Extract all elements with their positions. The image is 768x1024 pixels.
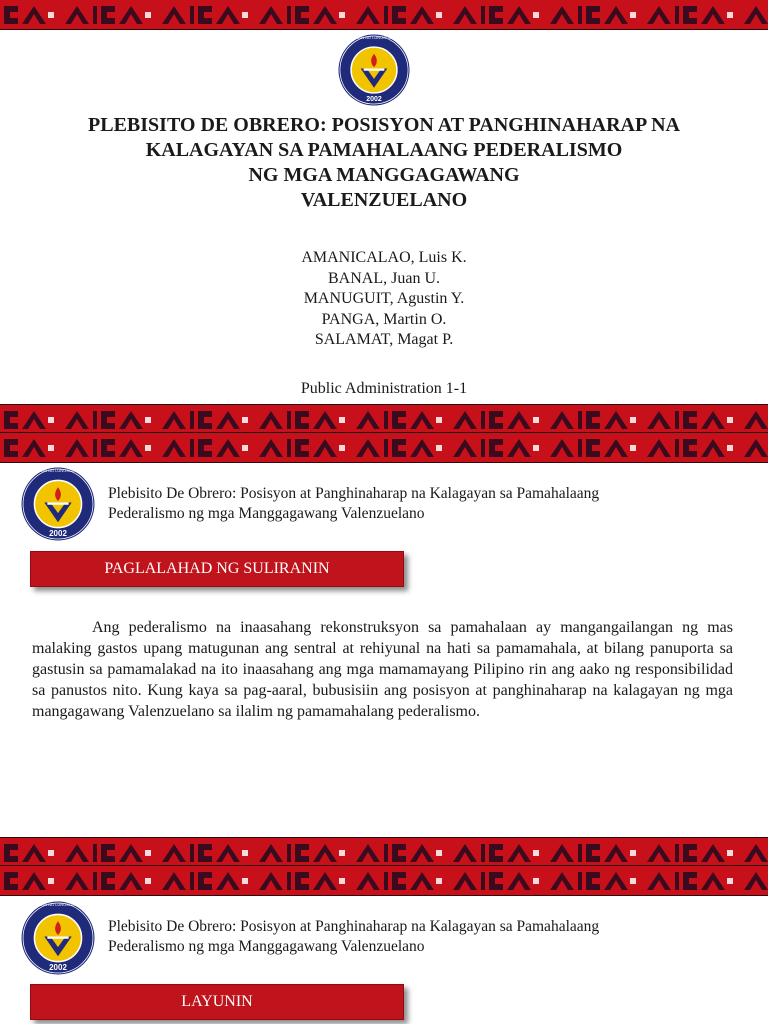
author-list xyxy=(0,248,768,351)
seal-ring-text: PAMANTASAN NG LUNGSOD NG VALENZUELA xyxy=(20,902,109,907)
subtitle-line: Pederalismo ng mga Manggagawang Valenzuelano xyxy=(108,505,425,522)
subtitle-line: Plebisito De Obrero: Posisyon at Panghinaharap na Kalagayan sa Pamahalaang xyxy=(108,485,600,502)
author-name: MANUGUIT, Agustin Y. xyxy=(303,290,465,307)
seal-ring-text: PAMANTASAN NG LUNGSOD NG VALENZUELA xyxy=(337,35,426,40)
band-pattern-graphic xyxy=(0,433,768,462)
tribal-pattern-band xyxy=(0,404,768,435)
tribal-pattern-band xyxy=(0,837,768,868)
subtitle-line: Plebisito De Obrero: Posisyon at Panghinaharap na Kalagayan sa Pamahalaang xyxy=(108,918,600,935)
tribal-pattern-band xyxy=(0,0,768,30)
title-line: NG MGA MANGGAGAWANG xyxy=(248,164,520,186)
course-label: Public Administration 1-1 xyxy=(300,380,468,397)
page-title xyxy=(30,113,738,213)
section-heading-paglalahad: PAGLALAHAD NG SULIRANIN xyxy=(30,551,404,587)
subtitle-line: Pederalismo ng mga Manggagawang Valenzuelano xyxy=(108,938,425,955)
author-name: BANAL, Juan U. xyxy=(328,269,440,287)
title-line: VALENZUELANO xyxy=(300,189,468,211)
band-pattern-graphic xyxy=(0,405,768,434)
slide-subtitle xyxy=(108,917,748,957)
section-heading-layunin: LAYUNIN xyxy=(30,984,404,1020)
university-seal xyxy=(20,900,109,976)
seal-ring-text: PAMANTASAN NG LUNGSOD NG VALENZUELA xyxy=(20,468,109,473)
band-pattern-graphic xyxy=(0,0,768,29)
title-line: PLEBISITO DE OBRERO: POSISYON AT PANGHINAHARAP NA xyxy=(88,114,680,136)
band-pattern-graphic xyxy=(0,866,768,895)
seal-year: 2002 xyxy=(366,96,382,103)
university-seal xyxy=(337,33,426,107)
author-name: SALAMAT, Magat P. xyxy=(314,331,454,348)
tribal-pattern-band xyxy=(0,432,768,463)
author-name: PANGA, Martin O. xyxy=(321,310,447,328)
author-name: AMANICALAO, Luis K. xyxy=(301,249,467,266)
slide-subtitle xyxy=(108,484,748,524)
title-line: KALAGAYAN SA PAMAHALAANG PEDERALISMO xyxy=(145,139,623,161)
seal-year: 2002 xyxy=(49,963,67,972)
band-pattern-graphic xyxy=(0,838,768,867)
university-seal xyxy=(20,466,109,542)
problem-statement-paragraph: Ang pederalismo na inaasahang rekonstruksyon sa pamahalaan ay mangangailangan ng mas malaking gastos upang matugunan ang sentral at rehiyunal na hati sa pamamahala, at bilang panuporta sa gastusin sa pamamalakad na ito inaasahang ang mga mamamayang Pilipino rin ang aako ng responsibilidad sa panustos nito. Kung kaya sa pag-aaral, bubusisiin ang posisyon at panghinaharap na kalagayan ng mga mangagawang Valenzuelano sa ilalim ng pamamahalang pederalismo. xyxy=(32,619,733,720)
tribal-pattern-band xyxy=(0,865,768,896)
seal-year: 2002 xyxy=(49,529,67,538)
